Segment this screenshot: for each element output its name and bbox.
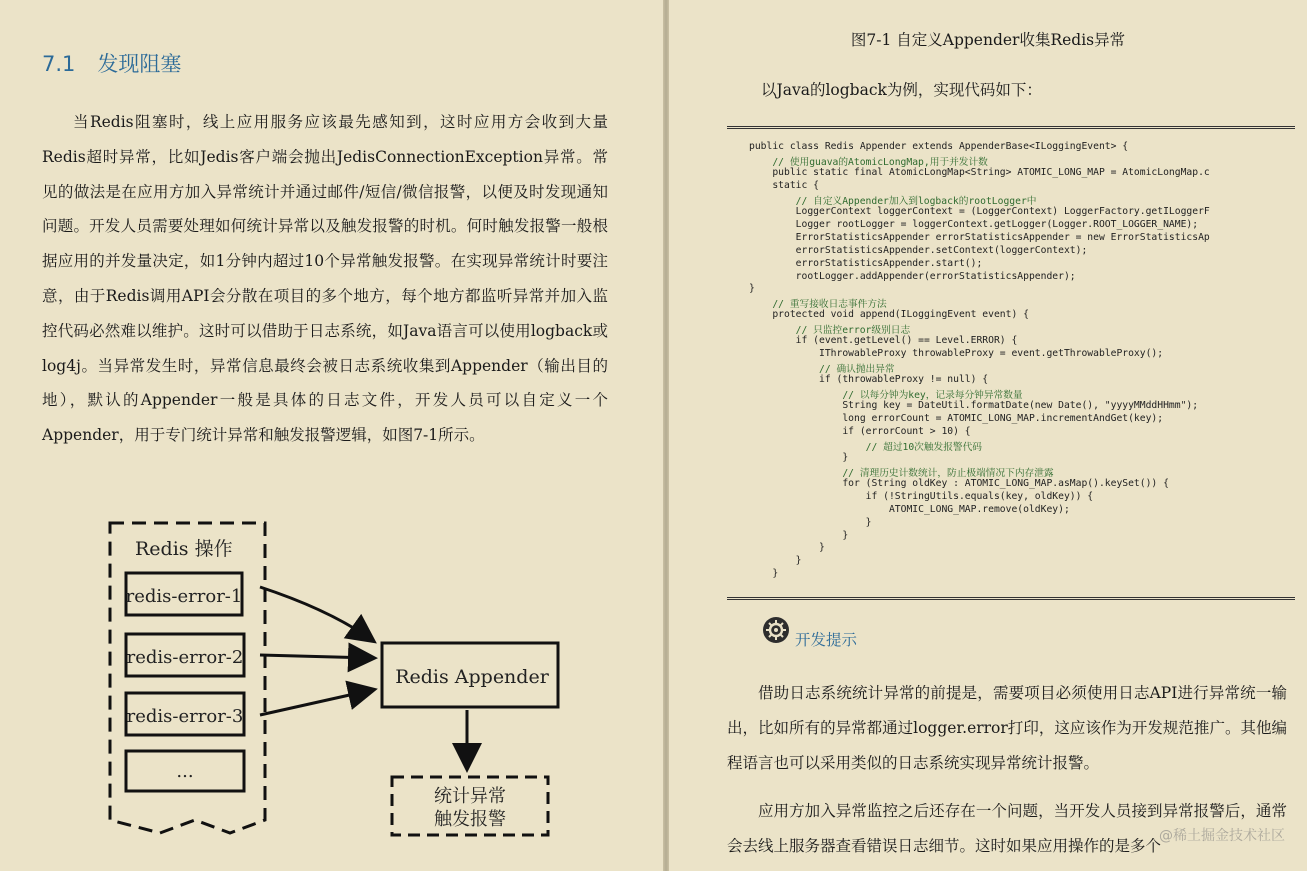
code-line: // 使用guava的AtomicLongMap,用于并发计数 bbox=[749, 156, 988, 168]
right-page bbox=[669, 0, 1307, 871]
tip-paragraph bbox=[727, 676, 1287, 780]
code-line: } bbox=[749, 555, 802, 567]
redis-ops-group-border bbox=[110, 523, 265, 833]
code-line: } bbox=[749, 283, 755, 295]
code-line: public class Redis Appender extends AppenderBase<ILoggingEvent> { bbox=[749, 141, 1129, 152]
code-line: for (String oldKey : ATOMIC_LONG_MAP.asMap().keySet()) { bbox=[749, 477, 1169, 489]
error-label-more: ... bbox=[176, 761, 194, 782]
code-line: if (errorCount > 10) { bbox=[749, 425, 971, 437]
redis-appender-diagram bbox=[100, 515, 570, 845]
tip-gear-icon bbox=[762, 616, 790, 644]
code-line: // 以每分钟为key，记录每分钟异常数量 bbox=[749, 390, 1023, 402]
code-line: // 清理历史计数统计，防止极端情况下内存泄露 bbox=[749, 467, 1054, 479]
code-line: } bbox=[749, 542, 825, 554]
body-paragraph bbox=[42, 105, 608, 453]
error-label-1: redis-error-1 bbox=[125, 586, 243, 607]
error-label-3: redis-error-3 bbox=[126, 706, 244, 727]
code-line: ATOMIC_LONG_MAP.remove(oldKey); bbox=[749, 503, 1070, 515]
paragraph-2-text: 应用方加入异常监控之后还存在一个问题，当开发人员接到异常报警后，通常会去线上服务器查看错误日志细节。这时如果应用操作的是多个 bbox=[727, 802, 1287, 855]
code-line: // 只监控error级别日志 bbox=[749, 325, 911, 337]
section-title: 发现阻塞 bbox=[97, 52, 182, 76]
group-title: Redis 操作 bbox=[135, 538, 233, 560]
code-line: long errorCount = ATOMIC_LONG_MAP.incrementAndGet(key); bbox=[749, 412, 1164, 424]
code-line: // 确认抛出异常 bbox=[749, 364, 895, 376]
code-line: // 超过10次触发报警代码 bbox=[749, 441, 982, 453]
tip-text: 借助日志系统统计异常的前提是，需要项目必须使用日志API进行异常统一输出，比如所有的异常都通过logger.error打印，这应该作为开发规范推广。其他编程语言也可以采用类似的日志系统实现异常统计报警。 bbox=[727, 684, 1287, 772]
code-line: if (!StringUtils.equals(key, oldKey)) { bbox=[749, 490, 1094, 502]
code-line: errorStatisticsAppender.start(); bbox=[749, 257, 983, 269]
appender-label: Redis Appender bbox=[395, 666, 549, 688]
code-line: } bbox=[749, 516, 872, 528]
code-line: String key = DateUtil.formatDate(new Date(), "yyyyMMddHHmm"); bbox=[749, 400, 1199, 411]
code-line: } bbox=[749, 568, 779, 580]
code-line: rootLogger.addAppender(errorStatisticsAppender); bbox=[749, 270, 1076, 282]
code-line: errorStatisticsAppender.setContext(loggerContext); bbox=[749, 244, 1088, 256]
code-line: protected void append(ILoggingEvent event) { bbox=[749, 309, 1029, 321]
watermark: @稀土掘金技术社区 bbox=[1159, 828, 1285, 844]
code-line: // 重写接收日志事件方法 bbox=[749, 299, 887, 311]
code-listing bbox=[727, 126, 1295, 600]
code-line: Logger rootLogger = loggerContext.getLogger(Logger.ROOT_LOGGER_NAME); bbox=[749, 218, 1199, 230]
section-heading bbox=[42, 48, 181, 78]
code-line: if (event.getLevel() == Level.ERROR) { bbox=[749, 335, 1018, 347]
code-line: // 自定义Appender加入到logback的rootLogger中 bbox=[749, 195, 1037, 207]
code-line: } bbox=[749, 529, 849, 541]
paragraph-text: 当Redis阻塞时，线上应用服务应该最先感知到，这时应用方会收到大量Redis超时异常，比如Jedis客户端会抛出JedisConnectionException异常。常见的做法是在应用方加入异常统计并通过邮件/短信/微信报警，以便及时发现通知问题。开发人员需要处理如何统计异常以及触发报警的时机。何时触发报警一般根据应用的并发量决定，如1分钟内超过10个异常触发报警。在实现异常统计时要注意，由于Redis调用API会分散在项目的多个地方，每个地方都监听异常并加入监控代码必然难以维护。这时可以借助于日志系统，如Java语言可以使用logback或log4j。当异常发生时，异常信息最终会被日志系统收集到Appender（输出目的地），默认的Appender一般是具体的日志文件，开发人员可以自定义一个Appender，用于专门统计异常和触发报警逻辑，如图7-1所示。 bbox=[42, 113, 608, 445]
arrow-2 bbox=[260, 655, 372, 658]
arrow-3 bbox=[260, 690, 372, 715]
code-line: LoggerContext loggerContext = (LoggerContext) LoggerFactory.getILoggerF bbox=[749, 205, 1210, 217]
code-line: ErrorStatisticsAppender errorStatisticsAppender = new ErrorStatisticsAp bbox=[749, 231, 1210, 243]
code-line: } bbox=[749, 451, 849, 463]
code-intro: 以Java的logback为例，实现代码如下： bbox=[761, 81, 1042, 99]
code-line: IThrowableProxy throwableProxy = event.getThrowableProxy(); bbox=[749, 348, 1164, 360]
tip-label: 开发提示 bbox=[795, 631, 858, 649]
error-label-2: redis-error-2 bbox=[126, 647, 244, 668]
arrow-1 bbox=[260, 587, 372, 640]
figure-caption: 图7-1 自定义Appender收集Redis异常 bbox=[850, 31, 1126, 49]
output-line-2: 触发报警 bbox=[434, 809, 506, 830]
code-line: public static final AtomicLongMap<String> ATOMIC_LONG_MAP = AtomicLongMap.c bbox=[749, 166, 1210, 178]
section-number: 7.1 bbox=[42, 52, 76, 76]
code-line: static { bbox=[749, 179, 819, 191]
output-line-1: 统计异常 bbox=[434, 786, 506, 807]
code-line: if (throwableProxy != null) { bbox=[749, 374, 989, 386]
